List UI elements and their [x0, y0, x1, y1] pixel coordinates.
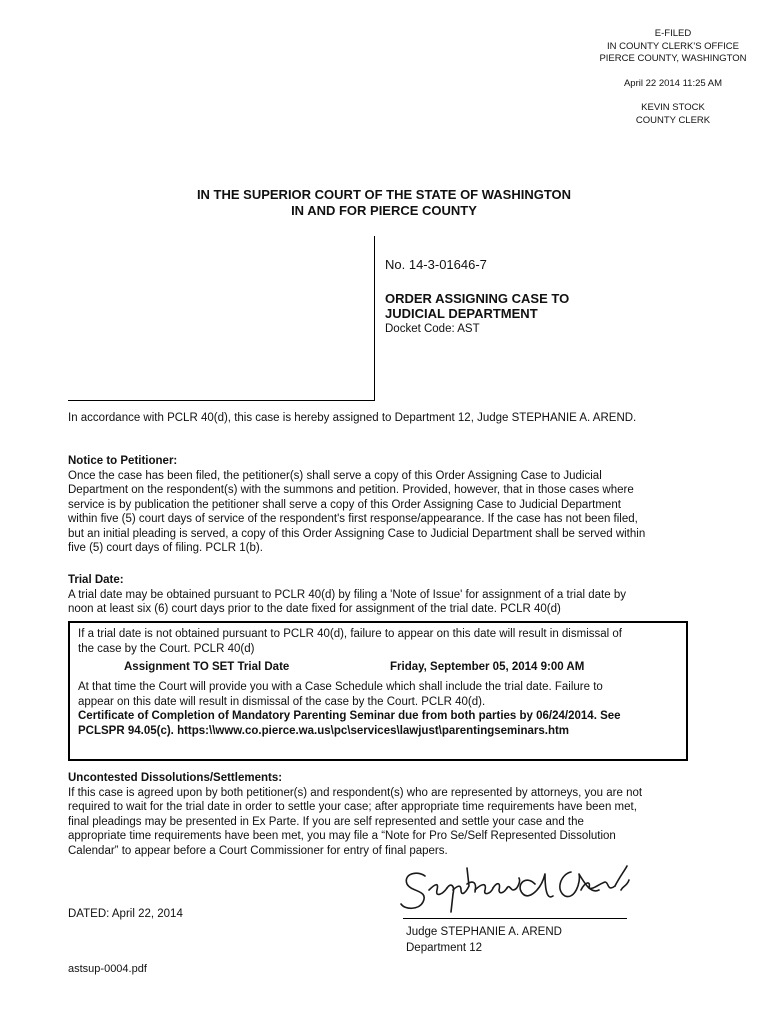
efiling-stamp — [560, 28, 768, 127]
caption-vertical-rule — [374, 236, 375, 401]
signature-line — [403, 918, 627, 919]
clerk-title: COUNTY CLERK — [635, 114, 711, 126]
uncontested-line: Calendar” to appear before a Court Commissioner for entry of final papers. — [68, 844, 448, 857]
caption-horizontal-rule — [68, 400, 375, 401]
uncontested-line: If this case is agreed upon by both petitioner(s) and respondent(s) who are represented by attorneys, you are not — [68, 786, 643, 799]
judge-signature — [395, 860, 635, 918]
uncontested-section — [68, 771, 708, 858]
certificate-line: Certificate of Completion of Mandatory Parenting Seminar due from both parties by 06/24/2014. See — [78, 710, 621, 722]
notice-section — [68, 454, 708, 556]
box-warning-line: the case by the Court. PCLR 40(d) — [78, 642, 255, 655]
trial-section — [68, 573, 708, 617]
court-line-2: IN AND FOR PIERCE COUNTY — [291, 203, 477, 218]
notice-heading: Notice to Petitioner: — [68, 455, 178, 467]
notice-line: but an initial pleading is served, a copy of this Order Assigning Case to Judicial Department shall be served within — [68, 527, 646, 540]
court-heading — [0, 187, 768, 219]
box-schedule-line: appear on this date will result in dismissal of the case by the Court. PCLR 40(d). — [78, 695, 486, 708]
assignment-text: In accordance with PCLR 40(d), this case is hereby assigned to Department 12, Judge STEPHANIE A. AREND. — [68, 412, 637, 424]
uncontested-line: appropriate time requirements have been met, you may file a “Note for Pro Se/Self Represented Dissolution — [68, 830, 616, 842]
certificate-line: PCLSPR 94.05(c). https:\\www.co.pierce.wa.us\pc\services\lawjust\parentingseminars.htm — [78, 724, 570, 737]
clerk-name: KEVIN STOCK — [641, 102, 705, 113]
court-line-1: IN THE SUPERIOR COURT OF THE STATE OF WASHINGTON — [196, 187, 572, 202]
efiling-line-3: PIERCE COUNTY, WASHINGTON — [599, 53, 747, 64]
judge-block — [406, 924, 562, 956]
box-warning-line: If a trial date is not obtained pursuant to PCLR 40(d), failure to appear on this date will result in dismissal of — [78, 628, 622, 640]
box-schedule-line: At that time the Court will provide you with a Case Schedule which shall include the trial date. Failure to — [78, 681, 603, 693]
trial-heading: Trial Date: — [68, 574, 124, 586]
efiling-timestamp: April 22 2014 11:25 AM — [623, 77, 723, 89]
notice-line: within five (5) court days of service of the respondent's first response/appearance. If the case has not been filed, — [68, 513, 638, 525]
efiling-line-1: E-FILED — [654, 28, 692, 39]
assignment-label: Assignment TO SET Trial Date — [124, 661, 290, 673]
assignment-row — [78, 660, 678, 676]
uncontested-heading: Uncontested Dissolutions/Settlements: — [68, 772, 283, 784]
order-title-line-2: JUDICIAL DEPARTMENT — [385, 306, 538, 321]
case-number: No. 14-3-01646-7 — [385, 257, 487, 272]
uncontested-line: final pleadings may be presented in Ex Parte. If you are self represented and settle your case and the — [68, 815, 584, 828]
judge-name: Judge STEPHANIE A. AREND — [406, 926, 562, 938]
notice-line: five (5) court days of filing. PCLR 1(b). — [68, 542, 263, 554]
order-title-line-1: ORDER ASSIGNING CASE TO — [385, 291, 570, 306]
dated-line: DATED: April 22, 2014 — [68, 908, 183, 920]
uncontested-line: required to wait for the trial date in order to settle your case; after appropriate time requirements have been met, — [68, 801, 637, 813]
signature-text: Stephanie A Arend — [395, 860, 404, 861]
docket-code: Docket Code: AST — [385, 323, 480, 335]
assignment-date: Friday, September 05, 2014 9:00 AM — [390, 661, 585, 673]
trial-line: A trial date may be obtained pursuant to PCLR 40(d) by filing a 'Note of Issue' for assignment of a trial date by — [68, 588, 626, 601]
judge-department: Department 12 — [406, 942, 483, 954]
notice-line: service is by publication the petitioner shall serve a copy of this Order Assigning Case to Judicial Department — [68, 498, 621, 511]
footer-filename: astsup-0004.pdf — [68, 963, 147, 975]
notice-line: Department on the respondent(s) with the summons and petition. Provided, however, that in those cases where — [68, 484, 634, 496]
order-title — [385, 291, 569, 321]
trial-line: noon at least six (6) court days prior to the date fixed for assignment of the trial date. PCLR 40(d) — [68, 603, 561, 615]
trial-assignment-box — [68, 621, 688, 761]
notice-line: Once the case has been filed, the petitioner(s) shall serve a copy of this Order Assigning Case to Judicial — [68, 469, 602, 482]
efiling-line-2: IN COUNTY CLERK'S OFFICE — [606, 40, 740, 52]
